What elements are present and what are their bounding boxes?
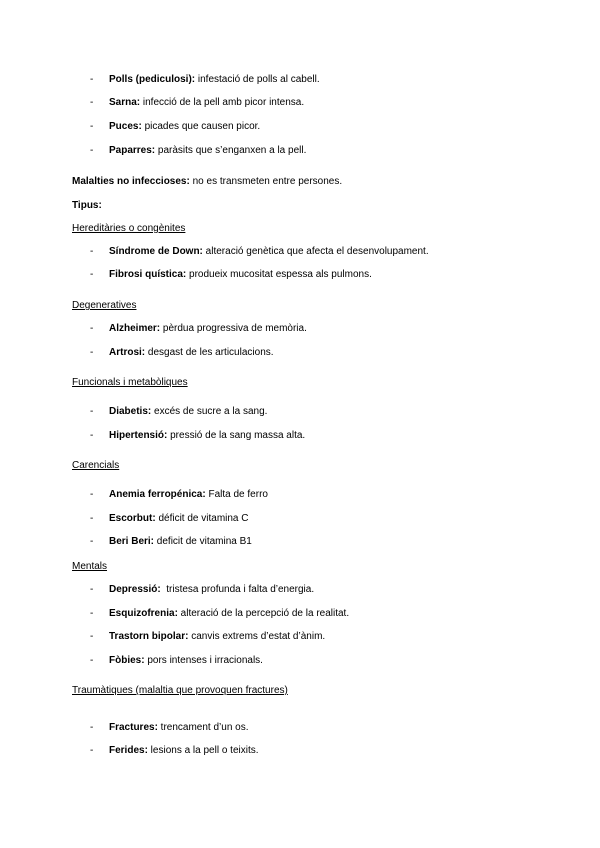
item-desc: pors intenses i irracionals. <box>144 655 263 666</box>
bullet-dash: - <box>90 347 94 358</box>
item-desc: tristesa profunda i falta d’energia. <box>160 584 315 595</box>
list-item <box>90 406 267 418</box>
bullet-dash: - <box>90 406 94 417</box>
item-term: Trastorn bipolar: <box>109 631 189 642</box>
item-desc: paràsits que s’enganxen a la pell. <box>155 145 307 156</box>
list-item <box>90 631 325 643</box>
list-item <box>90 347 274 359</box>
item-term: Hipertensió: <box>109 430 168 441</box>
item-term: Ferides: <box>109 745 148 756</box>
bullet-dash: - <box>90 608 94 619</box>
item-term: Fibrosi quística: <box>109 269 187 280</box>
item-term: Paparres: <box>109 145 156 156</box>
item-term: Puces: <box>109 121 142 132</box>
item-term: Fòbies: <box>109 655 145 666</box>
list-item <box>90 145 306 157</box>
list-item <box>90 584 314 596</box>
section-heading: Degeneratives <box>72 300 137 311</box>
item-desc: deficit de vitamina B1 <box>154 536 252 547</box>
bullet-dash: - <box>90 246 94 257</box>
item-desc: produeix mucositat espessa als pulmons. <box>186 269 372 280</box>
item-desc: pèrdua progressiva de memòria. <box>160 323 307 334</box>
paragraph-term: Malalties no infeccioses: <box>72 176 190 187</box>
section-heading: Mentals <box>72 561 108 572</box>
section-heading: Funcionals i metabòliques <box>72 377 188 388</box>
bullet-dash: - <box>90 145 94 156</box>
tipus-label <box>72 200 102 212</box>
item-term: Fractures: <box>109 722 158 733</box>
bullet-dash: - <box>90 323 94 334</box>
bullet-dash: - <box>90 722 94 733</box>
item-desc: trencament d’un os. <box>157 722 249 733</box>
item-term: Depressió: <box>109 584 161 595</box>
bullet-dash: - <box>90 74 94 85</box>
item-desc: lesions a la pell o teixits. <box>147 745 259 756</box>
item-desc: excés de sucre a la sang. <box>151 406 268 417</box>
item-desc: pressió de la sang massa alta. <box>167 430 306 441</box>
item-desc: canvis extrems d’estat d’ànim. <box>188 631 326 642</box>
paragraph-desc: no es transmeten entre persones. <box>189 176 343 187</box>
item-term: Síndrome de Down: <box>109 246 203 257</box>
item-desc: infestació de polls al cabell. <box>195 74 320 85</box>
item-term: Alzheimer: <box>109 323 161 334</box>
bullet-dash: - <box>90 745 94 756</box>
list-item <box>90 246 429 258</box>
list-item <box>90 74 320 86</box>
section-heading: Hereditàries o congènites <box>72 223 186 234</box>
item-desc: desgast de les articulacions. <box>145 347 274 358</box>
item-desc: alteració genètica que afecta el desenvolupament. <box>202 246 429 257</box>
bullet-dash: - <box>90 430 94 441</box>
list-item <box>90 430 305 442</box>
bullet-dash: - <box>90 489 94 500</box>
item-term: Polls (pediculosi): <box>109 74 196 85</box>
item-desc: infecció de la pell amb picor intensa. <box>140 97 305 108</box>
item-term: Sarna: <box>109 97 141 108</box>
item-term: Anemia ferropénica: <box>109 489 206 500</box>
bullet-dash: - <box>90 655 94 666</box>
list-item <box>90 97 304 109</box>
list-item <box>90 269 372 281</box>
item-desc: alteració de la percepció de la realitat. <box>177 608 350 619</box>
list-item <box>90 323 307 335</box>
bullet-dash: - <box>90 121 94 132</box>
section-heading: Carencials <box>72 460 120 471</box>
bullet-dash: - <box>90 631 94 642</box>
bullet-dash: - <box>90 513 94 524</box>
list-item <box>90 655 263 667</box>
item-term: Diabetis: <box>109 406 152 417</box>
bullet-dash: - <box>90 536 94 547</box>
item-term: Esquizofrenia: <box>109 608 178 619</box>
item-term: Beri Beri: <box>109 536 155 547</box>
list-item <box>90 489 268 501</box>
item-desc: déficit de vitamina C <box>155 513 249 524</box>
list-item <box>90 608 349 620</box>
list-item <box>90 536 252 548</box>
item-term: Escorbut: <box>109 513 156 524</box>
list-item <box>90 121 260 133</box>
item-desc: picades que causen picor. <box>141 121 261 132</box>
bullet-dash: - <box>90 269 94 280</box>
item-desc: Falta de ferro <box>205 489 268 500</box>
section-heading: Traumàtiques (malaltia que provoquen fractures) <box>72 685 288 696</box>
tipus-text: Tipus: <box>72 200 102 211</box>
item-term: Artrosi: <box>109 347 146 358</box>
list-item <box>90 722 249 734</box>
list-item <box>90 513 249 525</box>
list-item <box>90 745 259 757</box>
bullet-dash: - <box>90 584 94 595</box>
no-infeccioses-paragraph <box>72 176 342 188</box>
bullet-dash: - <box>90 97 94 108</box>
